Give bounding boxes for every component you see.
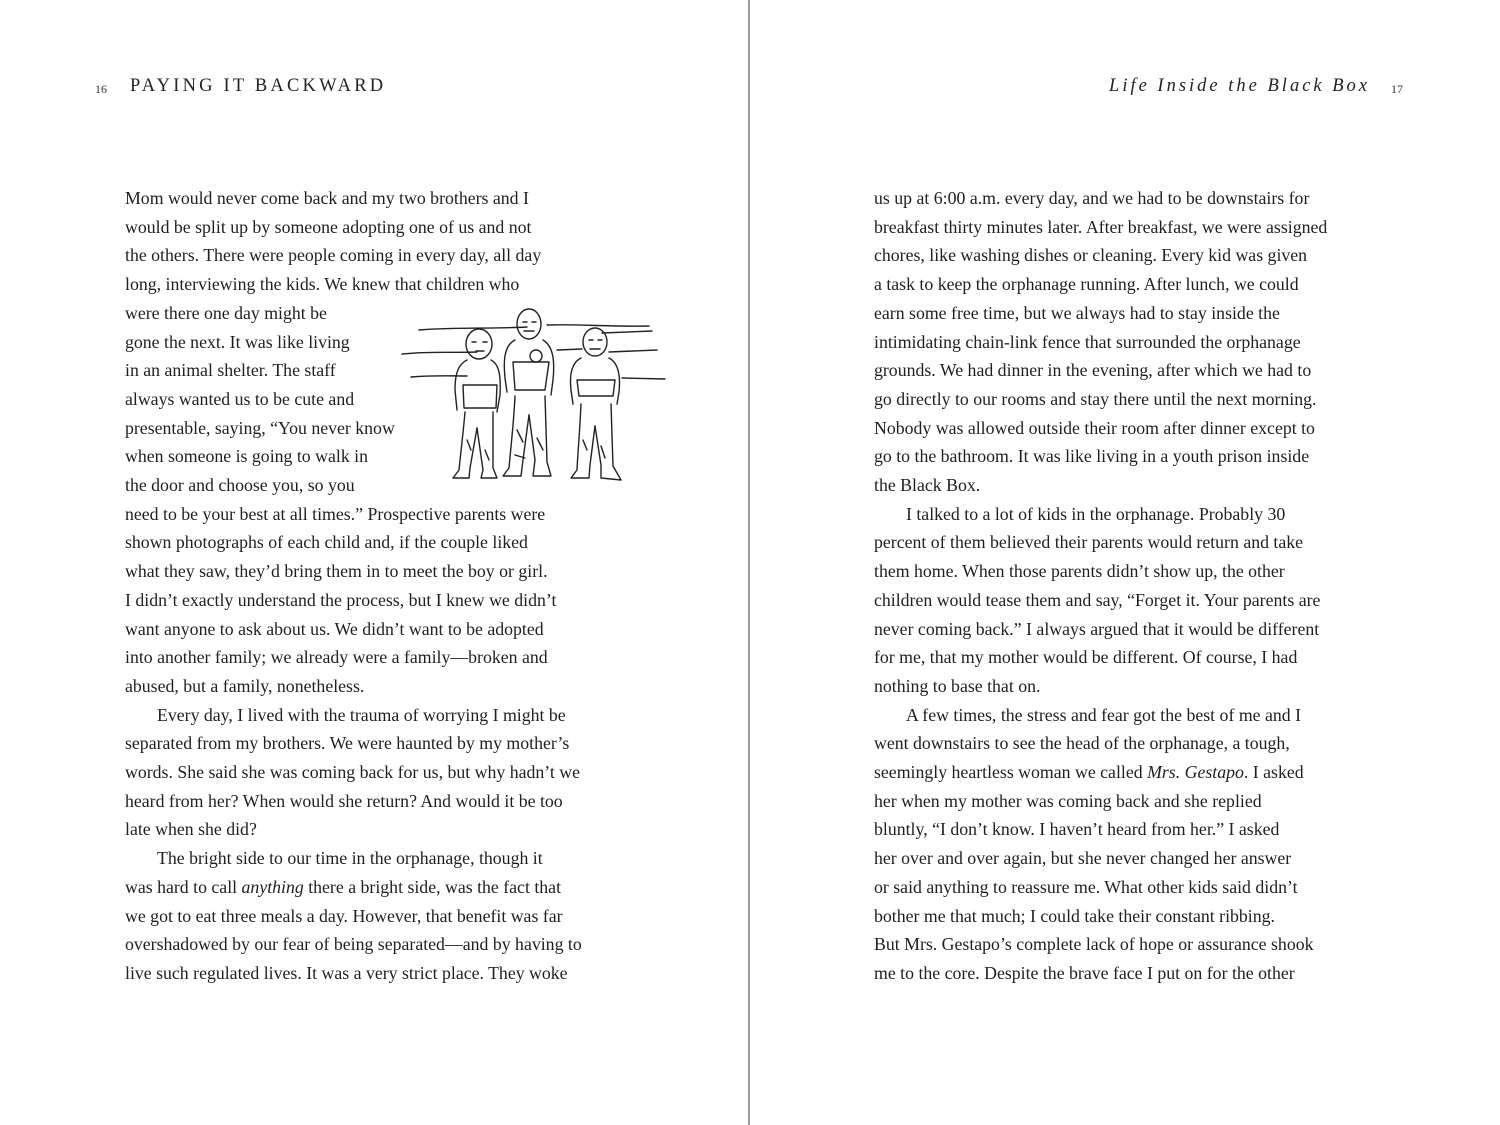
text-line <box>125 299 327 327</box>
text-segment: was hard to call <box>125 876 242 897</box>
text-line <box>906 701 1301 729</box>
text-line <box>125 615 544 643</box>
text-line <box>125 356 336 384</box>
text-segment: we got to eat three meals a day. However, that benefit was far <box>125 905 563 926</box>
text-segment: a task to keep the orphanage running. After lunch, we could <box>874 274 1299 295</box>
text-line <box>125 471 355 499</box>
text-line <box>125 385 354 413</box>
text-segment: words. She said she was coming back for us, but why hadn’t we <box>125 762 580 782</box>
text-line <box>125 902 563 930</box>
text-segment: overshadowed by our fear of being separated—and by having to <box>125 934 582 955</box>
text-segment: the others. There were people coming in every day, all day <box>125 245 542 266</box>
text-line <box>125 758 580 786</box>
text-line <box>125 930 582 958</box>
text-line <box>874 815 1279 843</box>
text-line <box>874 184 1309 212</box>
text-line <box>125 729 569 757</box>
text-line <box>874 729 1290 757</box>
text-line <box>125 787 563 815</box>
text-line <box>874 873 1298 901</box>
italic-text: anything <box>241 876 304 897</box>
text-line <box>874 557 1285 585</box>
three-boys-sketch <box>397 300 667 492</box>
text-segment: what they saw, they’d bring them in to meet the boy or girl. <box>125 561 548 582</box>
running-head-chapter-title: Life Inside the Black Box <box>1109 76 1370 96</box>
text-line <box>125 528 528 556</box>
text-segment: when someone is going to walk in <box>125 446 368 467</box>
text-segment: A few times, the stress and fear got the best of me and I <box>906 704 1302 725</box>
text-segment: heard from her? When would she return? And would it be too <box>125 790 563 811</box>
text-segment: never coming back.” I always argued that it would be different <box>874 618 1320 639</box>
text-segment: Every day, I lived with the trauma of worrying I might be <box>157 704 566 725</box>
text-segment: or said anything to reassure me. What other kids said didn’t <box>874 876 1298 897</box>
text-segment: bother me that much; I could take their constant ribbing. <box>874 905 1275 926</box>
text-segment: presentable, saying, “You never know <box>125 417 395 438</box>
text-segment: into another family; we already were a family—broken and <box>125 647 548 668</box>
text-line <box>874 844 1291 872</box>
text-segment: need to be your best at all times.” Prospective parents were <box>125 503 546 524</box>
text-line <box>874 241 1307 269</box>
text-line <box>874 672 1040 700</box>
text-segment: the door and choose you, so you <box>125 475 355 495</box>
text-segment: would be split up by someone adopting one of us and not <box>125 216 532 237</box>
text-line <box>125 442 368 470</box>
text-line <box>874 270 1299 298</box>
text-segment: there a bright side, was the fact that <box>303 876 562 897</box>
page-number: 17 <box>1391 82 1403 96</box>
text-line <box>125 500 545 528</box>
text-segment: I didn’t exactly understand the process, but I knew we didn’t <box>125 589 557 610</box>
text-segment: . I asked <box>1243 762 1304 782</box>
text-segment: Nobody was allowed outside their room after dinner except to <box>874 417 1315 438</box>
text-segment: the Black Box. <box>874 475 981 495</box>
text-segment: gone the next. It was like living <box>125 331 350 352</box>
left-page <box>0 0 748 1125</box>
text-line <box>874 528 1303 556</box>
text-segment: her when my mother was coming back and she replied <box>874 790 1262 811</box>
running-head-book-title: PAYING IT BACKWARD <box>130 76 387 96</box>
text-segment: chores, like washing dishes or cleaning. Every kid was given <box>874 245 1308 266</box>
text-line <box>874 787 1262 815</box>
text-segment: us up at 6:00 a.m. every day, and we had to be downstairs for <box>874 188 1310 208</box>
text-segment: separated from my brothers. We were haunted by my mother’s <box>125 733 570 754</box>
text-segment: intimidating chain-link fence that surrounded the orphanage <box>874 331 1301 352</box>
text-segment: in an animal shelter. The staff <box>125 360 336 381</box>
right-page <box>750 0 1500 1125</box>
text-line <box>874 385 1316 413</box>
text-line <box>125 557 548 585</box>
text-line <box>874 442 1309 470</box>
text-line <box>874 959 1295 987</box>
text-line <box>125 586 556 614</box>
text-segment: breakfast thirty minutes later. After breakfast, we were assigned <box>874 216 1328 237</box>
text-line <box>874 356 1311 384</box>
text-segment: children would tease them and say, “Forget it. Your parents are <box>874 589 1321 610</box>
text-segment: want anyone to ask about us. We didn’t want to be adopted <box>125 618 544 639</box>
text-segment: abused, but a family, nonetheless. <box>125 675 365 696</box>
text-line <box>874 930 1314 958</box>
text-segment: But Mrs. Gestapo’s complete lack of hope or assurance shook <box>874 934 1314 955</box>
text-segment: Mom would never come back and my two brothers and I <box>125 188 529 208</box>
text-segment: I talked to a lot of kids in the orphanage. Probably 30 <box>906 503 1286 524</box>
text-segment: go to the bathroom. It was like living in a youth prison inside <box>874 446 1310 467</box>
page-number: 16 <box>95 82 107 96</box>
text-segment: seemingly heartless woman we called <box>874 762 1148 782</box>
text-line <box>125 414 395 442</box>
text-segment: long, interviewing the kids. We knew that children who <box>125 274 520 295</box>
text-line <box>874 213 1327 241</box>
text-segment: me to the core. Despite the brave face I put on for the other <box>874 962 1295 983</box>
text-segment: shown photographs of each child and, if the couple liked <box>125 532 528 553</box>
text-line <box>874 328 1301 356</box>
text-line <box>125 328 350 356</box>
text-line <box>125 213 531 241</box>
text-segment: earn some free time, but we always had to stay inside the <box>874 302 1280 323</box>
text-line <box>125 270 519 298</box>
text-segment: late when she did? <box>125 819 257 840</box>
text-segment: percent of them believed their parents would return and take <box>874 532 1304 553</box>
text-segment: bluntly, “I don’t know. I haven’t heard from her.” I asked <box>874 819 1280 840</box>
text-segment: nothing to base that on. <box>874 675 1041 696</box>
text-segment: go directly to our rooms and stay there until the next morning. <box>874 388 1317 409</box>
text-line <box>157 844 543 872</box>
text-line <box>874 414 1315 442</box>
text-segment: were there one day might be <box>125 302 327 323</box>
text-line <box>125 959 568 987</box>
text-segment: for me, that my mother would be different. Of course, I had <box>874 647 1298 668</box>
italic-text: Mrs. Gestapo <box>1147 762 1244 782</box>
text-line <box>125 241 541 269</box>
text-line <box>874 299 1280 327</box>
text-segment: her over and over again, but she never changed her answer <box>874 848 1292 869</box>
text-segment: always wanted us to be cute and <box>125 388 355 409</box>
text-segment: grounds. We had dinner in the evening, after which we had to <box>874 360 1312 381</box>
text-line <box>125 643 548 671</box>
text-line <box>125 815 257 843</box>
text-segment: them home. When those parents didn’t show up, the other <box>874 561 1285 582</box>
text-line <box>874 902 1275 930</box>
text-line <box>874 643 1297 671</box>
text-line <box>125 672 364 700</box>
text-line <box>125 873 561 901</box>
text-line <box>906 500 1285 528</box>
text-segment: live such regulated lives. It was a very strict place. They woke <box>125 962 568 983</box>
text-line <box>874 615 1319 643</box>
text-segment: went downstairs to see the head of the orphanage, a tough, <box>874 733 1290 754</box>
text-segment: The bright side to our time in the orphanage, though it <box>157 848 543 869</box>
text-line <box>874 471 980 499</box>
text-line <box>874 758 1304 786</box>
text-line <box>125 184 529 212</box>
text-line <box>874 586 1320 614</box>
text-line <box>157 701 566 729</box>
